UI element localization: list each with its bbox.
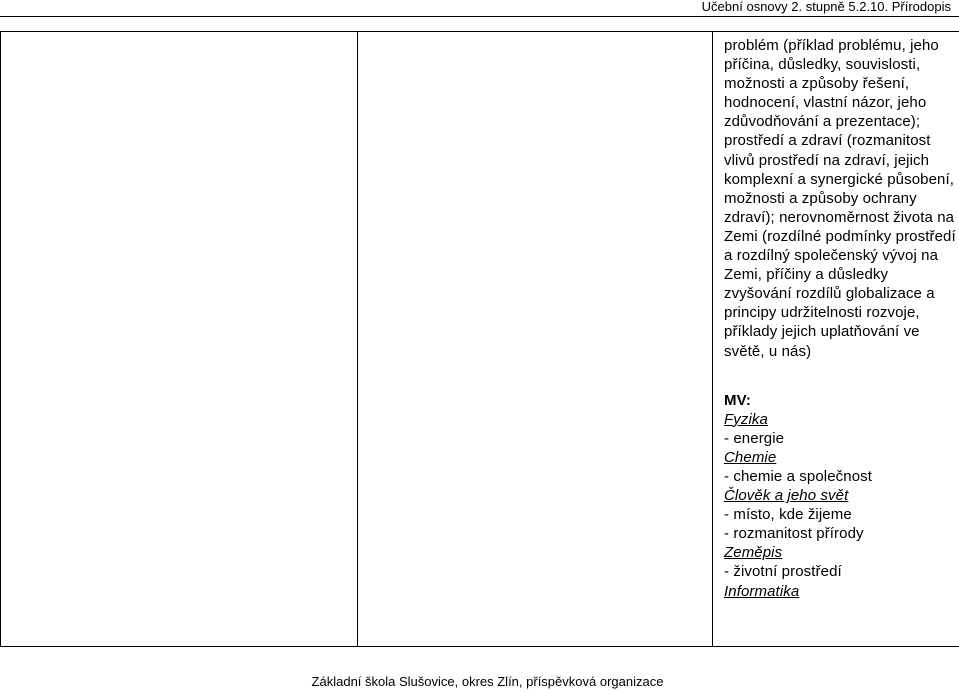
header-title: Učební osnovy 2. stupně 5.2.10. Přírodopis [701, 0, 951, 14]
topic-misto-kde-zijeme: - místo, kde žijeme [724, 506, 852, 524]
subject-link-fyzika: Fyzika [724, 410, 768, 428]
header-rule [0, 16, 959, 17]
cross-curricular-block [713, 32, 959, 601]
table-cell-curriculum [358, 32, 713, 647]
table-cell-themes [713, 32, 959, 647]
table-row [1, 32, 959, 647]
subject-link-chemie: Chemie [724, 448, 777, 466]
table-cell-outputs [1, 32, 358, 647]
topic-chemie-a-spolecnost: - chemie a společnost [724, 467, 873, 485]
subject-link-clovek-a-jeho-svet: Člověk a jeho svět [724, 487, 849, 505]
curriculum-table [0, 31, 959, 647]
subject-link-zemepis: Zeměpis [724, 544, 783, 562]
topic-energie: - energie [724, 429, 785, 447]
page-header [0, 0, 959, 14]
spacer [724, 361, 958, 391]
theme-paragraph: problém (příklad problému, jeho příčina, důsledky, souvislosti, možnosti a způsoby řešení, hodnocení, vlastní názor, jeho zdůvodňování a prezentace); prostředí a zdraví (rozmanitost vlivů prostředí na zdraví, jejich komplexní a synergické působení, možnosti a způsoby ochrany zdraví); nerovnoměrnost života na Zemi (rozdílné podmínky prostředí a rozdílný společenský vývoj na Zemi, příčiny a důsledky zvyšování rozdílů globalizace a principy udržitelnosti rozvoje, příklady jejich uplatňování ve světě, u nás) [724, 37, 956, 360]
mv-heading: MV: [724, 391, 751, 409]
topic-rozmanitost-prirody: - rozmanitost přírody [724, 525, 864, 543]
topic-zivotni-prostredi: - životní prostředí [724, 563, 842, 581]
subject-link-informatika: Informatika [724, 582, 800, 600]
page-footer: Základní škola Slušovice, okres Zlín, příspěvková organizace [311, 674, 664, 689]
